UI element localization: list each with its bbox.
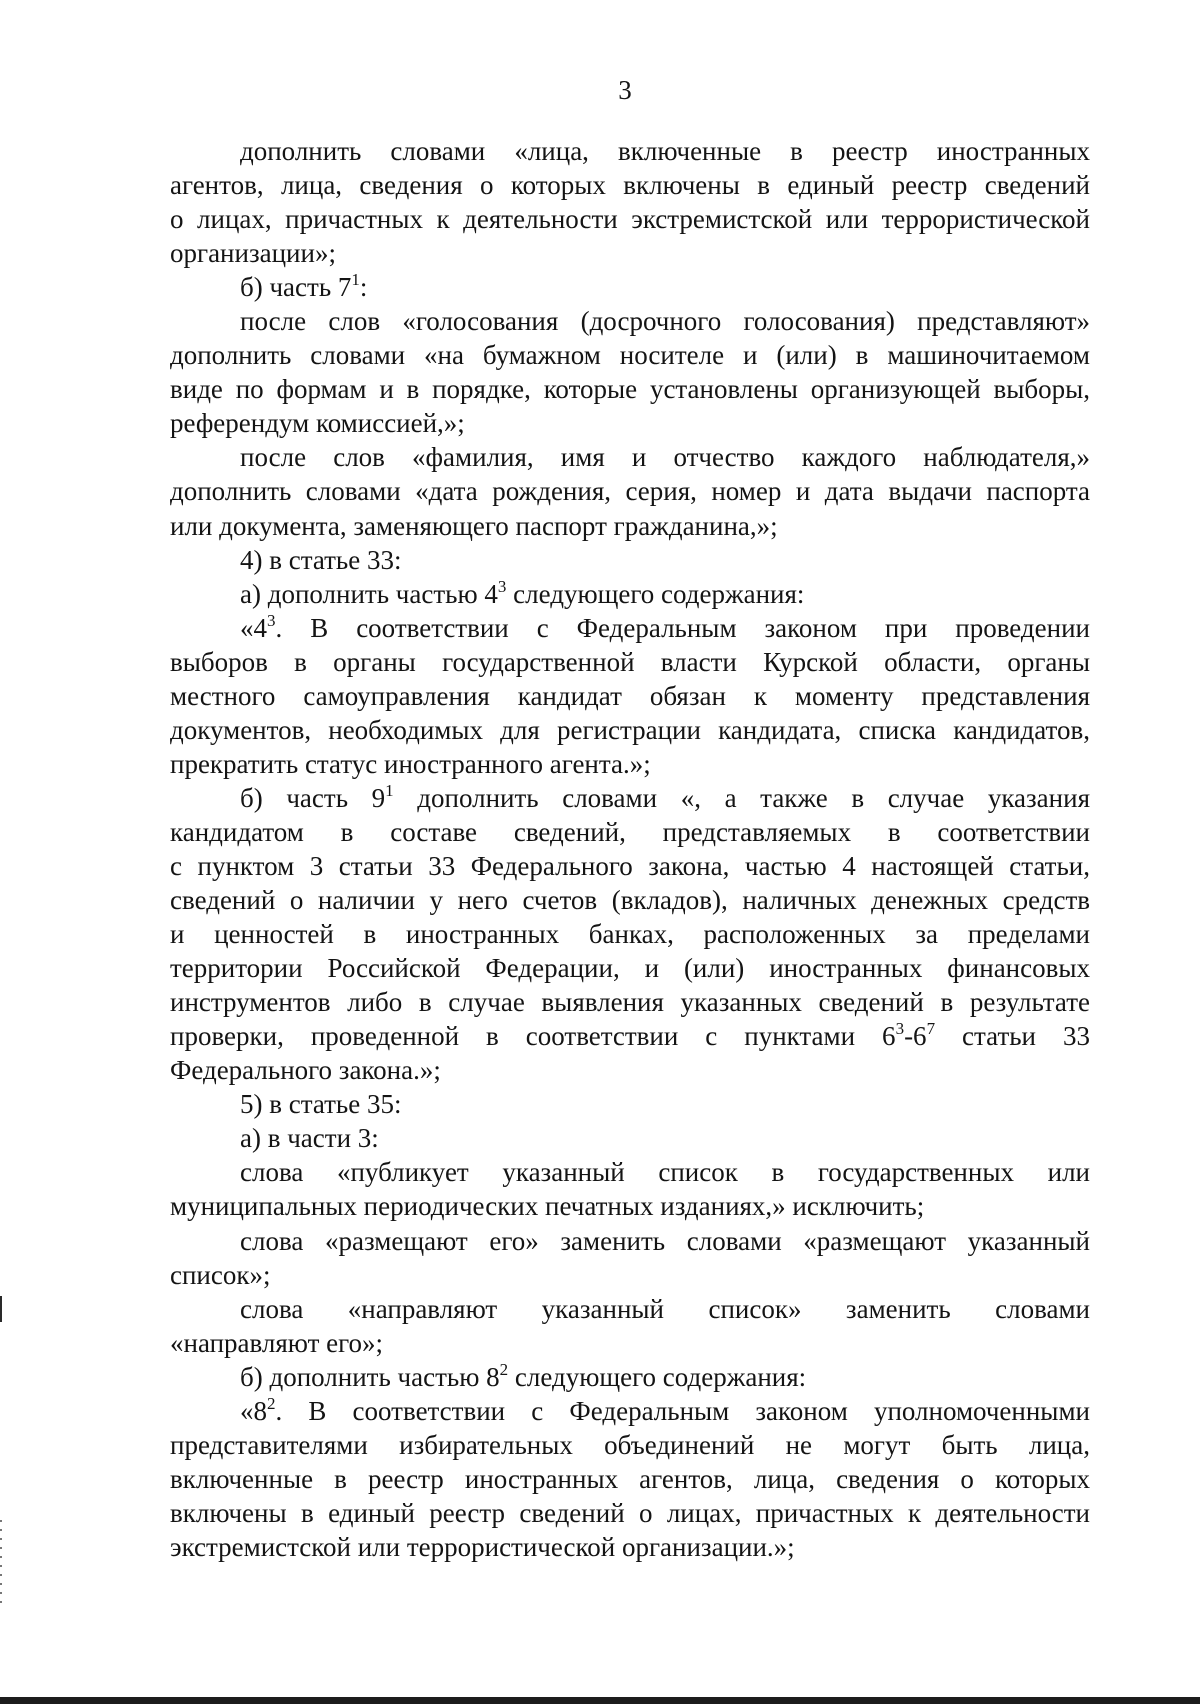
text-line: прекратить статус иностранного агента.»; — [170, 748, 651, 779]
text-line: с пунктом 3 статьи 33 Федерального закона, частью 4 настоящей статьи, — [170, 850, 1090, 881]
text-line: местного самоуправления кандидат обязан к моменту представления — [170, 680, 1090, 711]
text-fragment: б) часть 9 — [240, 782, 386, 813]
text-fragment: статьи 33 — [935, 1021, 1090, 1052]
text-line: а) в части 3: — [240, 1123, 379, 1154]
text-fragment: б) дополнить частью 8 — [240, 1361, 500, 1392]
text-fragment: б) часть 7 — [240, 272, 352, 303]
text-fragment: дополнить словами «, а также в случае указания — [393, 782, 1090, 813]
scan-edge-dots — [0, 1520, 2, 1610]
text-fragment: «8 — [240, 1395, 267, 1426]
text-fragment: . В соответствии с Федеральным законом уполномоченными — [275, 1395, 1090, 1426]
text-line: 4) в статье 33: — [240, 544, 402, 575]
text-line: 5) в статье 35: — [240, 1089, 402, 1120]
text-line: выборов в органы государственной власти Курской области, органы — [170, 646, 1090, 677]
text-line: агентов, лица, сведения о которых включены в единый реестр сведений — [170, 170, 1090, 201]
superscript: 7 — [926, 1019, 936, 1039]
text-line — [170, 577, 1090, 611]
text-line: инструментов либо в случае выявления указанных сведений в результате — [170, 987, 1090, 1018]
page-number: 3 — [618, 75, 632, 105]
text-line: или документа, заменяющего паспорт гражданина,»; — [170, 510, 778, 541]
text-fragment: : — [359, 272, 368, 303]
text-fragment: -6 — [904, 1021, 927, 1052]
text-line: сведений о наличии у него счетов (вкладов), наличных денежных средств — [170, 885, 1090, 916]
text-line: территории Российской Федерации, и (или) иностранных финансовых — [170, 953, 1090, 984]
scan-bottom-edge — [0, 1697, 1200, 1704]
superscript: 3 — [267, 610, 276, 630]
superscript: 1 — [351, 270, 360, 290]
text-line: после слов «фамилия, имя и отчество каждого наблюдателя,» — [240, 442, 1090, 473]
text-line: организации»; — [170, 238, 336, 269]
text-line: после слов «голосования (досрочного голосования) представляют» — [240, 306, 1090, 337]
text-line: референдум комиссией,»; — [170, 408, 465, 439]
scan-edge-mark — [0, 1296, 2, 1322]
text-line: «направляют его»; — [170, 1327, 384, 1358]
text-line: слова «публикует указанный список в государственных или — [240, 1157, 1090, 1188]
text-fragment: проверки, проведенной в соответствии с пунктами 6 — [170, 1021, 896, 1052]
text-line: документов, необходимых для регистрации кандидата, списка кандидатов, — [170, 714, 1090, 745]
text-fragment: «4 — [240, 612, 267, 643]
document-body — [170, 134, 1090, 1564]
text-line: список»; — [170, 1259, 271, 1290]
text-line: включены в единый реестр сведений о лицах, причастных к деятельности — [170, 1497, 1090, 1528]
superscript: 3 — [497, 576, 507, 596]
text-line: муниципальных периодических печатных изданиях,» исключить; — [170, 1191, 925, 1222]
text-line: дополнить словами «на бумажном носителе и (или) в машиночитаемом — [170, 340, 1090, 371]
text-line — [170, 1360, 1090, 1394]
text-line: экстремистской или террористической организации.»; — [170, 1531, 795, 1562]
text-line: кандидатом в составе сведений, представляемых в соответствии — [170, 816, 1090, 847]
superscript: 1 — [385, 780, 394, 800]
text-fragment: следующего содержания: — [508, 1361, 807, 1392]
text-line — [170, 1019, 1090, 1053]
superscript: 3 — [895, 1019, 905, 1039]
text-fragment: а) дополнить частью 4 — [240, 578, 498, 609]
text-line: слова «размещают его» заменить словами «размещают указанный — [240, 1225, 1090, 1256]
text-line: дополнить словами «дата рождения, серия, номер и дата выдачи паспорта — [170, 476, 1090, 507]
text-line: слова «направляют указанный список» заменить словами — [240, 1293, 1090, 1324]
text-line: Федерального закона.»; — [170, 1055, 441, 1086]
text-line — [170, 781, 1090, 815]
superscript: 2 — [499, 1359, 509, 1379]
text-line — [170, 611, 1090, 645]
text-line: и ценностей в иностранных банках, расположенных за пределами — [170, 919, 1090, 950]
text-line — [170, 1394, 1090, 1428]
text-line: представителями избирательных объединений не могут быть лица, — [170, 1429, 1090, 1460]
superscript: 2 — [267, 1393, 276, 1413]
text-line: о лицах, причастных к деятельности экстремистской или террористической — [170, 204, 1090, 235]
text-fragment: . В соответствии с Федеральным законом при проведении — [275, 612, 1090, 643]
text-line: дополнить словами «лица, включенные в реестр иностранных — [240, 136, 1090, 166]
text-fragment: следующего содержания: — [506, 578, 805, 609]
text-line: виде по формам и в порядке, которые установлены организующей выборы, — [170, 374, 1090, 405]
text-line: включенные в реестр иностранных агентов, лица, сведения о которых — [170, 1463, 1090, 1494]
text-line — [170, 270, 1090, 304]
